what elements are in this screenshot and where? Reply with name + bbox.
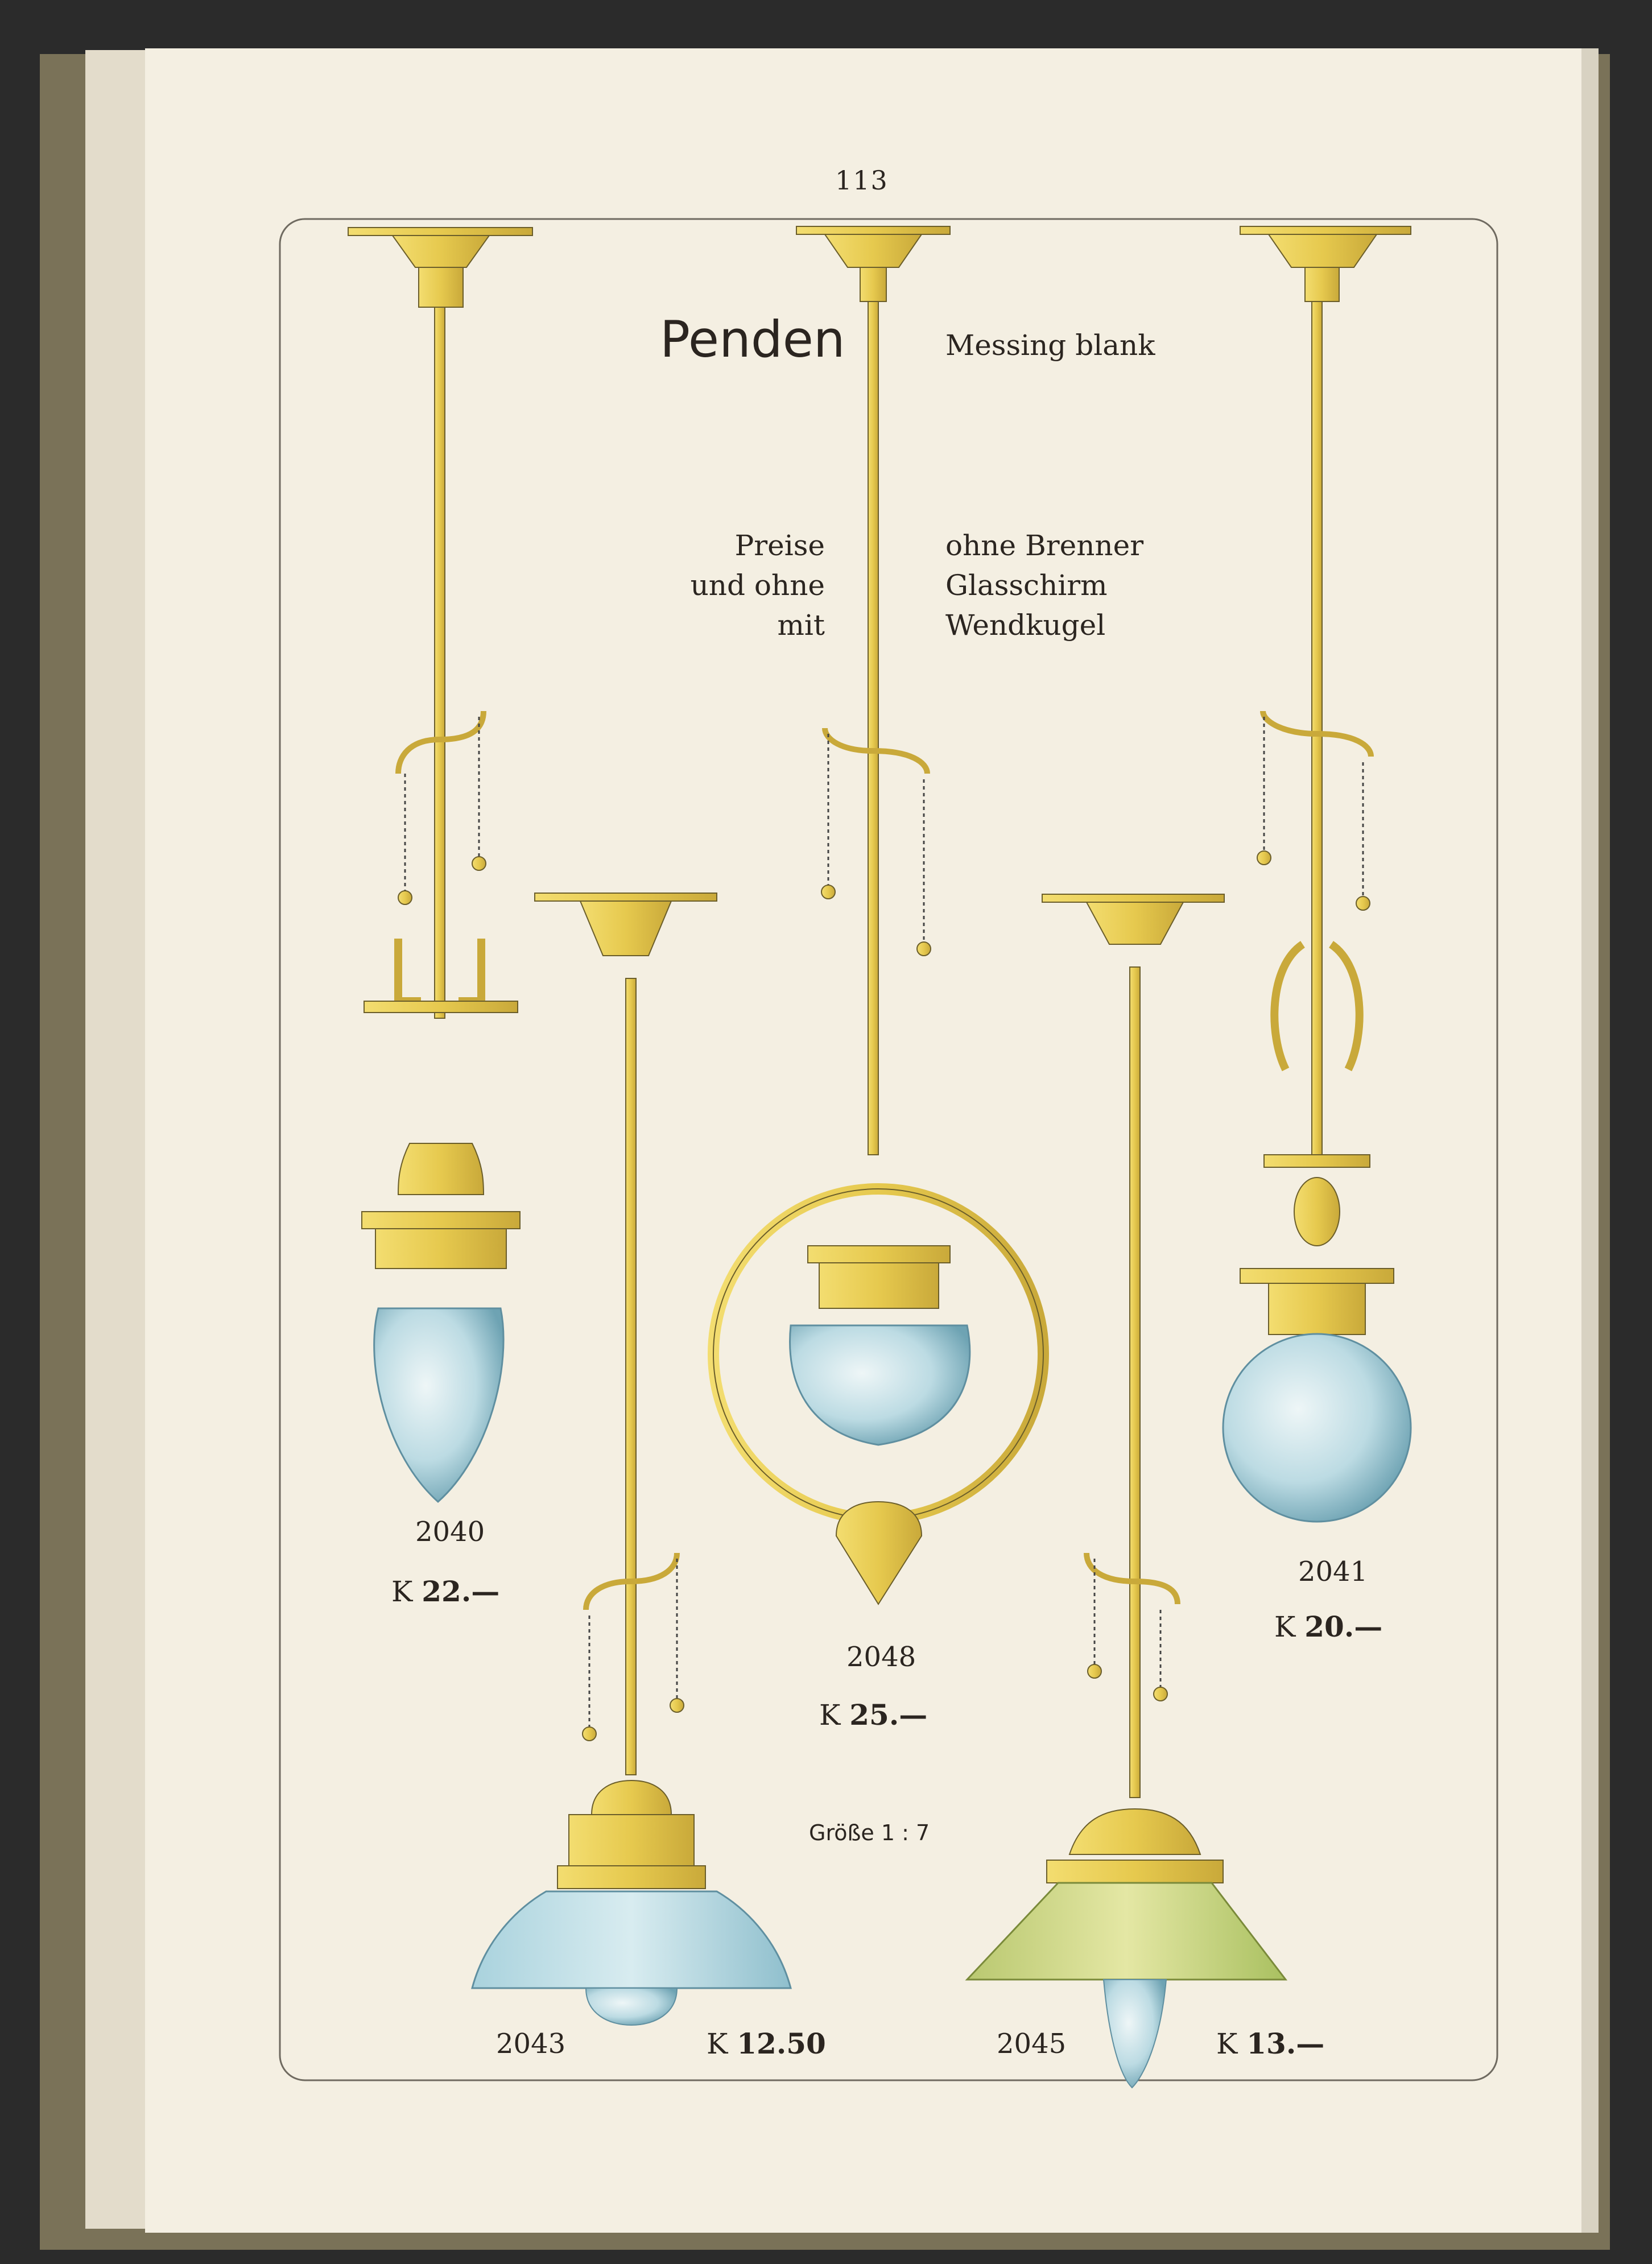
price-amount: 22.— <box>422 1575 500 1608</box>
price-currency: K <box>1274 1610 1296 1643</box>
price-currency: K <box>707 2027 728 2060</box>
lamp-number: 2041 <box>1298 1556 1368 1588</box>
page-number: 113 <box>835 165 889 196</box>
price-note-right-3: Wendkugel <box>945 609 1106 642</box>
price-amount: 13.— <box>1246 2027 1325 2060</box>
lamp-price <box>707 2027 826 2060</box>
gutter <box>1581 48 1599 2233</box>
page-title: Penden <box>660 310 845 369</box>
price-currency: K <box>1216 2027 1238 2060</box>
page-subtitle: Messing blank <box>945 329 1155 362</box>
price-amount: 20.— <box>1304 1610 1383 1643</box>
lamp-number: 2043 <box>496 2028 566 2060</box>
price-amount: 25.— <box>849 1698 928 1732</box>
price-note-left-2: und ohne <box>690 569 825 602</box>
lamp-price <box>819 1698 927 1732</box>
page-edges <box>85 50 148 2229</box>
price-amount: 12.50 <box>737 2027 826 2060</box>
price-currency: K <box>819 1699 841 1732</box>
lamp-price <box>391 1575 499 1608</box>
lamp-number: 2040 <box>415 1516 485 1548</box>
paper <box>145 48 1581 2233</box>
price-note-right-1: ohne Brenner <box>945 529 1144 562</box>
price-note-left-1: Preise <box>734 529 825 562</box>
lamp-price <box>1216 2027 1324 2060</box>
lamp-number: 2045 <box>997 2028 1067 2060</box>
lamp-number: 2048 <box>846 1641 916 1673</box>
price-note-right-2: Glasschirm <box>945 569 1108 602</box>
lamp-price <box>1274 1610 1382 1643</box>
price-currency: K <box>391 1575 413 1608</box>
scale-note: Größe 1 : 7 <box>809 1820 930 1845</box>
price-note-left-3: mit <box>777 609 825 642</box>
